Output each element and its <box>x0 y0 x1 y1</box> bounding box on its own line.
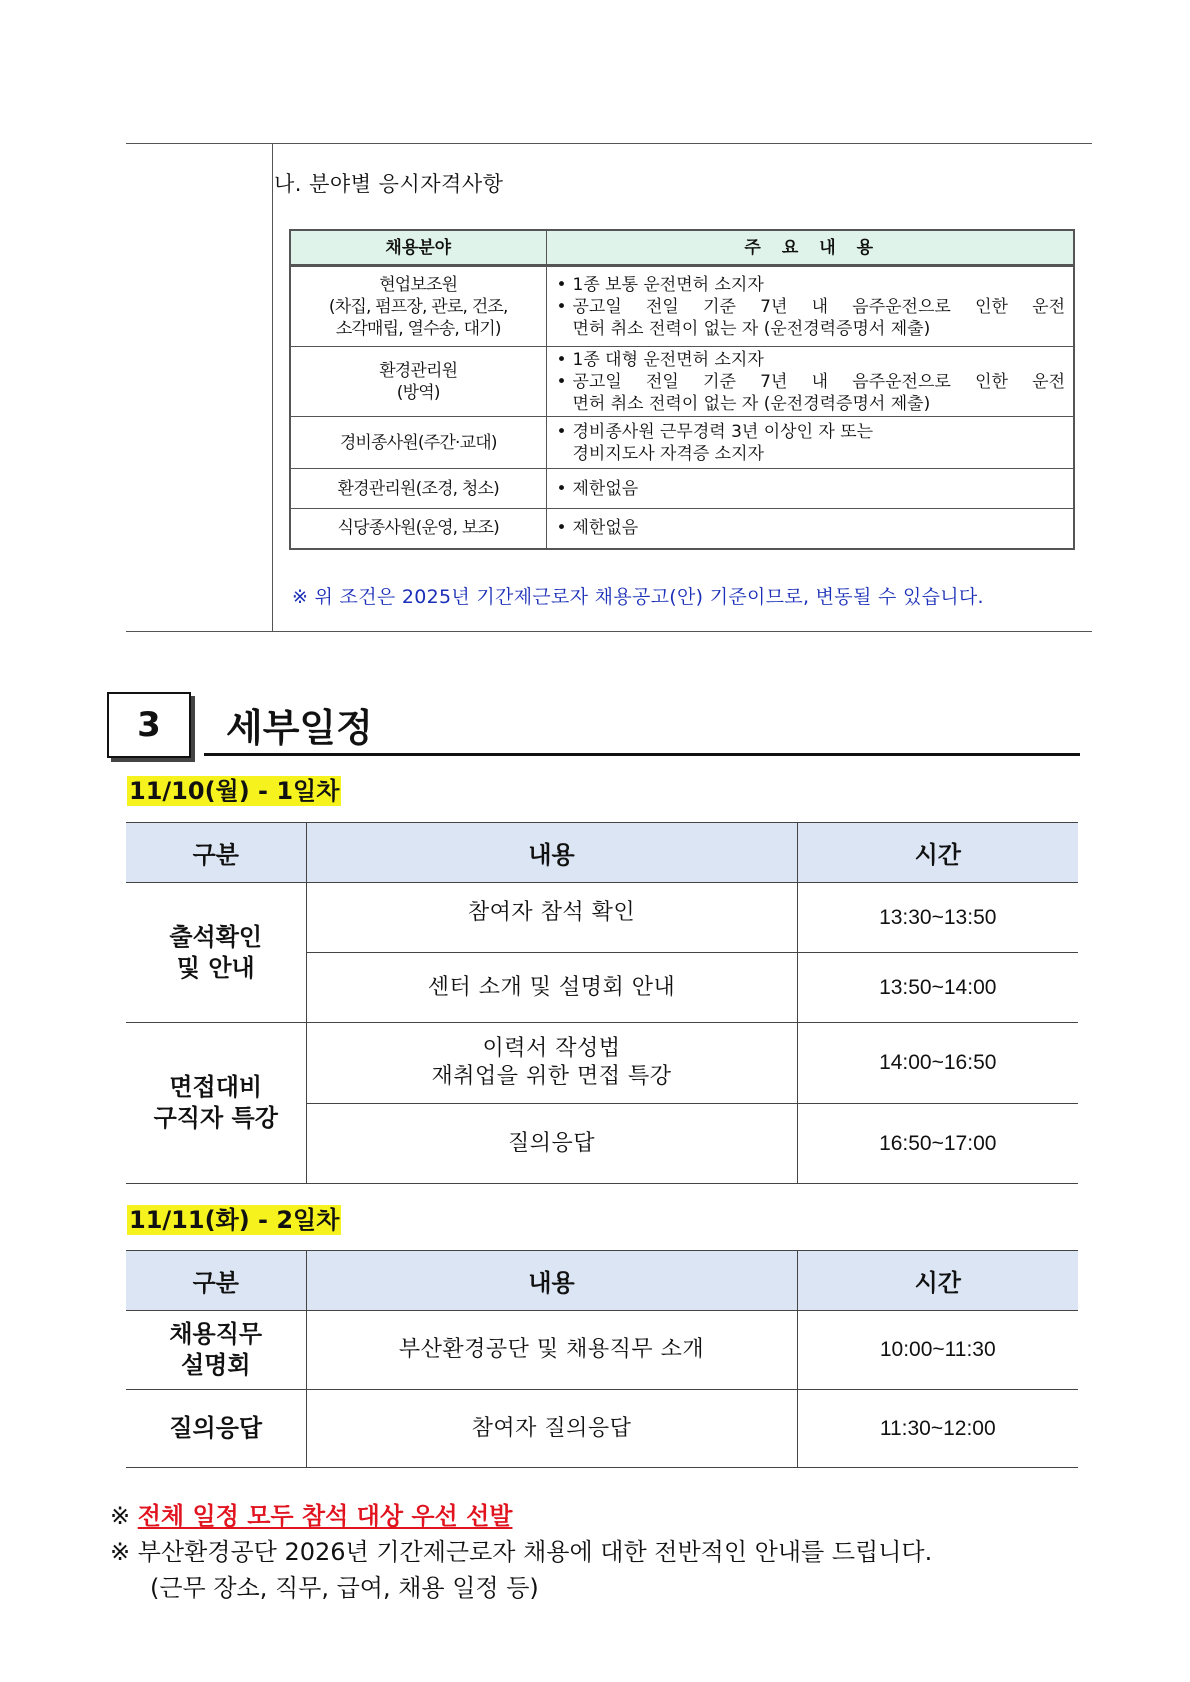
table-row <box>126 883 1078 953</box>
day2-header-row <box>126 1251 1078 1311</box>
qualification-row <box>290 266 1074 347</box>
field-cell: 환경관리원(조경, 청소) <box>290 469 546 509</box>
table-row <box>126 1390 1078 1468</box>
qualification-row <box>290 417 1074 469</box>
header-time: 시간 <box>797 1251 1078 1311</box>
content-cell: • 제한없음 <box>546 509 1074 549</box>
day1-label: 11/10(월) - 1일차 <box>129 777 340 805</box>
header-content: 내용 <box>306 823 797 883</box>
header-content: 내용 <box>306 1251 797 1311</box>
qualification-header-row <box>290 230 1074 266</box>
field-cell: 식당종사원(운영, 보조) <box>290 509 546 549</box>
priority-note <box>110 1499 512 1533</box>
header-field: 채용분야 <box>290 230 546 266</box>
day2-label: 11/11(화) - 2일차 <box>129 1206 340 1234</box>
priority-text: 전체 일정 모두 참석 대상 우선 선발 <box>137 1502 513 1530</box>
content-cell: • 1종 보통 운전면허 소지자 • 공고일 전일 기준 7년 내 음주운전으로 인한 운전 면허 취소 전력이 없는 자 (운전경력증명서 제출) <box>546 266 1074 347</box>
field-cell: 현업보조원 (차집, 펌프장, 관로, 건조, 소각매립, 열수송, 대기) <box>290 266 546 347</box>
category-cell: 질의응답 <box>126 1390 306 1468</box>
day1-schedule-table <box>126 822 1078 1184</box>
header-time: 시간 <box>797 823 1078 883</box>
time-cell: 16:50~17:00 <box>797 1104 1078 1184</box>
day2-schedule-table <box>126 1250 1078 1468</box>
header-category: 구분 <box>126 823 306 883</box>
qualification-notice: ※ 위 조건은 2025년 기간제근로자 채용공고(안) 기준이므로, 변동될 수 있습니다. <box>292 586 984 608</box>
section-title-underline <box>204 753 1080 756</box>
time-cell: 13:50~14:00 <box>797 953 1078 1023</box>
section-vertical-divider <box>272 143 273 631</box>
field-cell: 환경관리원 (방역) <box>290 347 546 417</box>
content-cell: • 1종 대형 운전면허 소지자 • 공고일 전일 기준 7년 내 음주운전으로 인한 운전 면허 취소 전력이 없는 자 (운전경력증명서 제출) <box>546 347 1074 417</box>
section-top-divider <box>126 143 1092 144</box>
qualification-row <box>290 347 1074 417</box>
content-cell: 센터 소개 및 설명회 안내 <box>306 953 797 1023</box>
content-cell: 이력서 작성법 재취업을 위한 면접 특강 <box>306 1023 797 1104</box>
table-row <box>126 1311 1078 1390</box>
day1-header-row <box>126 823 1078 883</box>
qualification-table <box>289 229 1075 550</box>
category-cell: 면접대비 구직자 특강 <box>126 1023 306 1184</box>
content-cell: 질의응답 <box>306 1104 797 1184</box>
note-mark: ※ <box>110 1502 131 1530</box>
time-cell: 10:00~11:30 <box>797 1311 1078 1390</box>
field-cell: 경비종사원(주간·교대) <box>290 417 546 469</box>
info-sub-note: (근무 장소, 직무, 급여, 채용 일정 등) <box>150 1574 539 1602</box>
header-category: 구분 <box>126 1251 306 1311</box>
content-cell: • 제한없음 <box>546 469 1074 509</box>
section-number-box: 3 <box>107 692 191 758</box>
note-mark: ※ <box>110 1538 131 1566</box>
content-cell: 참여자 참석 확인 <box>306 883 797 953</box>
info-note <box>110 1535 932 1569</box>
content-cell: 참여자 질의응답 <box>306 1390 797 1468</box>
content-cell: • 경비종사원 근무경력 3년 이상인 자 또는 경비지도사 자격증 소지자 <box>546 417 1074 469</box>
info-text: 부산환경공단 2026년 기간제근로자 채용에 대한 전반적인 안내를 드립니다. <box>137 1538 933 1566</box>
category-cell: 출석확인 및 안내 <box>126 883 306 1023</box>
time-cell: 13:30~13:50 <box>797 883 1078 953</box>
table-row <box>126 1023 1078 1104</box>
content-cell: 부산환경공단 및 채용직무 소개 <box>306 1311 797 1390</box>
time-cell: 11:30~12:00 <box>797 1390 1078 1468</box>
header-content: 주 요 내 용 <box>546 230 1074 266</box>
qualification-subtitle: 나. 분야별 응시자격사항 <box>274 172 504 196</box>
category-cell: 채용직무 설명회 <box>126 1311 306 1390</box>
qualification-row <box>290 469 1074 509</box>
time-cell: 14:00~16:50 <box>797 1023 1078 1104</box>
section-bottom-divider <box>126 631 1092 632</box>
qualification-row <box>290 509 1074 549</box>
section-title: 세부일정 <box>226 706 373 750</box>
